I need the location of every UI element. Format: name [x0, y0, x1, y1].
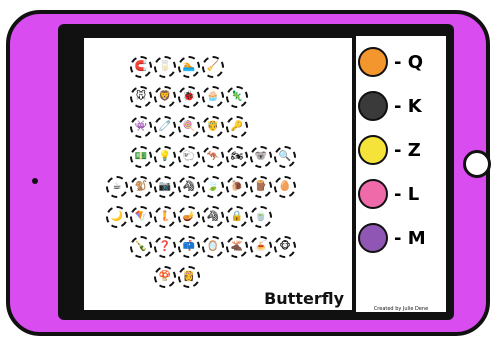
picture-circle-zebra[interactable]	[178, 176, 200, 198]
camera-dot	[32, 178, 38, 184]
lock-icon: 🔒	[230, 211, 244, 222]
king-icon: 🤴	[206, 121, 220, 132]
swim-icon: 🏊	[182, 61, 196, 72]
log-icon: 🪵	[254, 181, 268, 192]
legend-row-m[interactable]	[356, 220, 446, 256]
zebra2-icon: 🦓	[206, 211, 220, 222]
legend-letter: - M	[394, 227, 426, 249]
camera-icon: 📷	[158, 181, 172, 192]
question-icon: ❓	[158, 241, 172, 252]
lamp-icon: 🪔	[182, 211, 196, 222]
picture-circle-mirror[interactable]	[202, 236, 224, 258]
mug-icon: ☕	[112, 181, 122, 192]
picture-circle-moose[interactable]	[226, 236, 248, 258]
snail-icon: 🐌	[230, 181, 244, 192]
picture-circle-mushroom[interactable]	[154, 266, 176, 288]
picture-circle-lollipop[interactable]	[178, 116, 200, 138]
lamb-icon: 🐑	[182, 151, 196, 162]
credit-text: Created by Julie Dene	[373, 306, 429, 312]
worksheet	[82, 36, 354, 312]
picture-circle-lamb[interactable]	[178, 146, 200, 168]
picture-circle-lightbulb[interactable]	[154, 146, 176, 168]
picture-circle-swim[interactable]	[178, 56, 200, 78]
picture-circle-question[interactable]	[154, 236, 176, 258]
leaf-icon: 🍃	[206, 181, 220, 192]
lollipop-icon: 🍭	[182, 121, 196, 132]
picture-circle-magnifier[interactable]	[274, 146, 296, 168]
lightbulb-icon: 💡	[158, 151, 172, 162]
koala-icon: 🐨	[254, 151, 268, 162]
egg-icon: 🥚	[278, 181, 292, 192]
moon-icon: 🌙	[110, 211, 124, 222]
legend-letter: - L	[394, 183, 420, 205]
lizard-icon: 🦎	[230, 91, 244, 102]
picture-circle-motorcycle[interactable]	[226, 146, 248, 168]
purple-circle	[358, 223, 388, 253]
mirror-icon: 🪞	[206, 241, 220, 252]
picture-circle-mug[interactable]	[106, 176, 128, 198]
monkey2-icon: 🐵	[279, 241, 291, 252]
milk-icon: 🥛	[158, 61, 172, 72]
zebra-icon: 🦓	[182, 181, 196, 192]
picture-circle-monkey2[interactable]	[274, 236, 296, 258]
motorcycle-icon: 🏍	[230, 151, 244, 162]
tablet-side-button[interactable]	[463, 150, 491, 178]
picture-circle-mop[interactable]	[202, 56, 224, 78]
picture-circle-lamp[interactable]	[178, 206, 200, 228]
legend-letter: - Q	[394, 51, 424, 73]
picture-circle-ketchup[interactable]	[130, 236, 152, 258]
black-circle	[358, 91, 388, 121]
money-icon: 💵	[134, 151, 148, 162]
sheet-title: Butterfly	[264, 289, 344, 308]
picture-circle-egg[interactable]	[274, 176, 296, 198]
picture-circle-mouse[interactable]	[130, 86, 152, 108]
pink-circle	[358, 179, 388, 209]
picture-circle-milk[interactable]	[154, 56, 176, 78]
picture-circle-kangaroo[interactable]	[202, 146, 224, 168]
monkey-icon: 🐒	[134, 181, 148, 192]
picture-circle-zebra2[interactable]	[202, 206, 224, 228]
legend-row-z[interactable]	[356, 132, 446, 168]
ketchup-icon: 🍾	[134, 241, 148, 252]
picture-circle-snail[interactable]	[226, 176, 248, 198]
picture-circle-king[interactable]	[202, 116, 224, 138]
kangaroo-icon: 🦘	[206, 151, 220, 162]
zipper-icon: 🧷	[158, 121, 172, 132]
picture-circle-zipper[interactable]	[154, 116, 176, 138]
picture-circle-mermaid[interactable]	[154, 206, 176, 228]
picture-circle-monkey[interactable]	[130, 176, 152, 198]
picture-grid	[84, 38, 356, 314]
picture-circle-moon[interactable]	[106, 206, 128, 228]
picture-circle-key[interactable]	[226, 116, 248, 138]
orange-circle	[358, 47, 388, 77]
mermaid-icon: 🧜	[158, 211, 172, 222]
legend-letter: - Z	[394, 139, 421, 161]
queen-icon: 👸	[182, 271, 196, 282]
muffin-icon: 🧁	[206, 91, 220, 102]
picture-circle-koala[interactable]	[250, 146, 272, 168]
ladybug-icon: 🐞	[182, 91, 196, 102]
legend-row-l[interactable]	[356, 176, 446, 212]
lasagna-icon: 🍝	[254, 241, 268, 252]
picture-circle-lock[interactable]	[226, 206, 248, 228]
monster-icon: 👾	[134, 121, 148, 132]
key-icon: 🔑	[230, 121, 244, 132]
mop-icon: 🧹	[206, 61, 220, 72]
moose-icon: 🫎	[230, 241, 244, 252]
mouse-icon: 🐭	[135, 91, 147, 102]
picture-circle-mug2[interactable]	[250, 206, 272, 228]
yellow-circle	[358, 135, 388, 165]
legend-panel	[356, 36, 446, 312]
picture-circle-kite[interactable]	[130, 206, 152, 228]
picture-circle-muffin[interactable]	[202, 86, 224, 108]
magnet-icon: 🧲	[134, 61, 148, 72]
picture-circle-leaf[interactable]	[202, 176, 224, 198]
picture-circle-lion[interactable]	[154, 86, 176, 108]
mushroom-icon: 🍄	[158, 271, 172, 282]
picture-circle-lasagna[interactable]	[250, 236, 272, 258]
legend-row-q[interactable]	[356, 44, 446, 80]
picture-circle-camera[interactable]	[154, 176, 176, 198]
picture-circle-ladybug[interactable]	[178, 86, 200, 108]
picture-circle-mailbox[interactable]	[178, 236, 200, 258]
picture-circle-lizard[interactable]	[226, 86, 248, 108]
kite-icon: 🪁	[134, 211, 148, 222]
legend-row-k[interactable]	[356, 88, 446, 124]
picture-circle-magnet[interactable]	[130, 56, 152, 78]
mailbox-icon: 📫	[182, 241, 196, 252]
mug2-icon: 🍵	[254, 211, 268, 222]
picture-circle-money[interactable]	[130, 146, 152, 168]
lion-icon: 🦁	[158, 91, 172, 102]
picture-circle-log[interactable]	[250, 176, 272, 198]
picture-circle-monster[interactable]	[130, 116, 152, 138]
magnifier-icon: 🔍	[278, 151, 292, 162]
picture-circle-queen[interactable]	[178, 266, 200, 288]
legend-letter: - K	[394, 95, 422, 117]
